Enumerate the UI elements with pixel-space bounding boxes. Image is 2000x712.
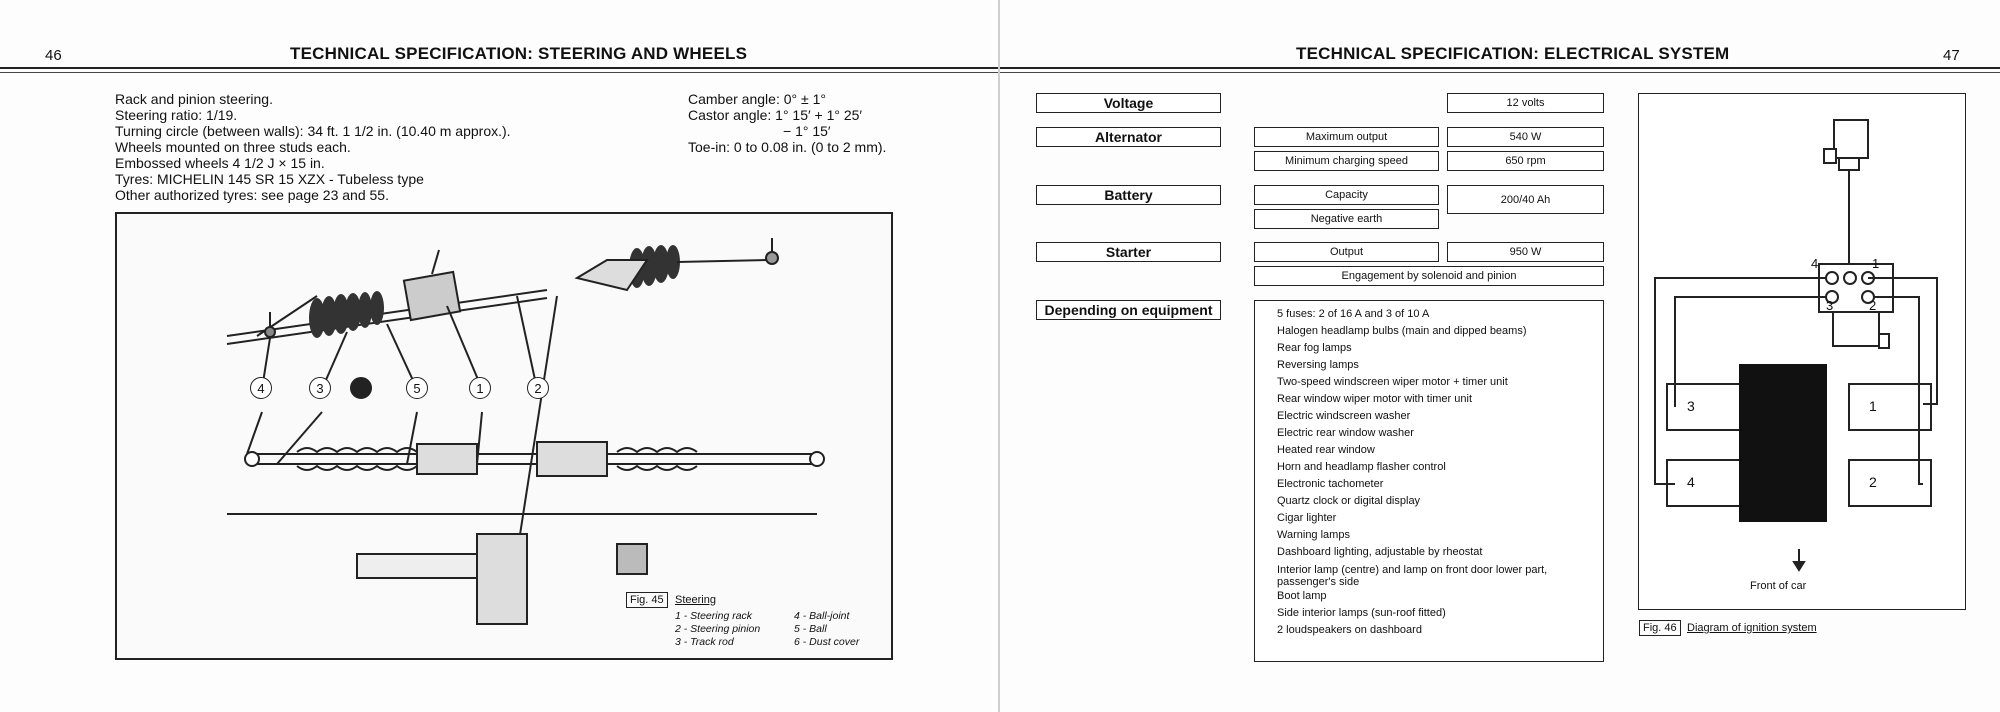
page-number-left: 46 — [45, 47, 62, 64]
battery-label: Battery — [1036, 185, 1221, 205]
list-item: Two-speed windscreen wiper motor + timer unit — [1277, 376, 1508, 388]
header-rule-right-thin — [1000, 72, 2000, 73]
castor-tolerance: − 1° 15′ — [783, 123, 831, 139]
page-number-right: 47 — [1943, 47, 1960, 64]
distributor-label-4: 4 — [1811, 256, 1819, 271]
figure-number-right: Fig. 46 — [1639, 620, 1681, 636]
figure-title-right: Diagram of ignition system — [1687, 622, 1817, 634]
starter-output-label: Output — [1254, 242, 1439, 262]
equipment-list — [1277, 306, 1547, 639]
figure-legend-right — [794, 610, 859, 649]
header-rule-right — [1000, 67, 2000, 69]
list-item: Heated rear window — [1277, 444, 1375, 456]
list-item: Cigar lighter — [1277, 512, 1337, 524]
ignition-diagram — [1638, 93, 1966, 610]
steering-illustration — [117, 214, 891, 658]
callout-3: 3 — [309, 377, 331, 399]
min-charging-speed-label: Minimum charging speed — [1254, 151, 1439, 171]
list-item: Electric rear window washer — [1277, 427, 1414, 439]
header-rule-left — [0, 67, 998, 69]
list-item: Boot lamp — [1277, 590, 1327, 602]
callout-4: 4 — [250, 377, 272, 399]
spec-line: Tyres: MICHELIN 145 SR 15 XZX - Tubeless type — [115, 171, 424, 187]
legend-item: 5 - Ball — [794, 623, 827, 635]
list-item: 2 loudspeakers on dashboard — [1277, 624, 1422, 636]
negative-earth: Negative earth — [1254, 209, 1439, 229]
legend-item: 1 - Steering rack — [675, 610, 753, 622]
spec-line: Embossed wheels 4 1/2 J × 15 in. — [115, 155, 325, 171]
legend-item: 2 - Steering pinion — [675, 623, 761, 635]
distributor-label-3: 3 — [1826, 298, 1834, 313]
spec-line: Other authorized tyres: see page 23 and 55. — [115, 187, 389, 203]
capacity-value: 200/40 Ah — [1447, 185, 1604, 214]
castor-angle: Castor angle: 1° 15′ + 1° 25′ — [688, 107, 863, 123]
list-item: Electronic tachometer — [1277, 478, 1384, 490]
list-item: Rear fog lamps — [1277, 342, 1352, 354]
voltage-value: 12 volts — [1447, 93, 1604, 113]
spec-line: Steering ratio: 1/19. — [115, 107, 238, 123]
callout-2: 2 — [527, 377, 549, 399]
voltage-label: Voltage — [1036, 93, 1221, 113]
page-title-left: TECHNICAL SPECIFICATION: STEERING AND WHEELS — [290, 44, 748, 63]
figure-number: Fig. 45 — [626, 592, 668, 608]
legend-item: 4 - Ball-joint — [794, 610, 850, 622]
engagement-note: Engagement by solenoid and pinion — [1254, 266, 1604, 286]
steering-specs — [115, 91, 511, 203]
list-item: Electric windscreen washer — [1277, 410, 1411, 422]
list-item: 5 fuses: 2 of 16 A and 3 of 10 A — [1277, 308, 1430, 320]
starter-label: Starter — [1036, 242, 1221, 262]
page-title-right: TECHNICAL SPECIFICATION: ELECTRICAL SYSTEM — [1296, 44, 1730, 63]
steering-figure — [115, 212, 893, 660]
list-item: Warning lamps — [1277, 529, 1350, 541]
max-output-value: 540 W — [1447, 127, 1604, 147]
distributor-label-1: 1 — [1872, 256, 1880, 271]
legend-item: 6 - Dust cover — [794, 636, 860, 648]
front-of-car-label: Front of car — [1750, 580, 1807, 592]
engine-block — [1739, 364, 1827, 522]
list-item: Reversing lamps — [1277, 359, 1359, 371]
spec-line: Turning circle (between walls): 34 ft. 1 1/2 in. (10.40 m approx.). — [115, 123, 511, 139]
spec-line: Rack and pinion steering. — [115, 91, 273, 107]
capacity-label: Capacity — [1254, 185, 1439, 205]
distributor-label-2: 2 — [1869, 298, 1877, 313]
alternator-label: Alternator — [1036, 127, 1221, 147]
equipment-list-box — [1254, 300, 1604, 662]
figure-legend-left — [675, 610, 760, 649]
spec-line: Wheels mounted on three studs each. — [115, 139, 351, 155]
header-rule-left-thin — [0, 72, 998, 73]
cylinder-label-3: 3 — [1687, 398, 1695, 414]
callout-1: 1 — [469, 377, 491, 399]
toe-in: Toe-in: 0 to 0.08 in. (0 to 2 mm). — [688, 139, 887, 155]
cylinder-label-1: 1 — [1869, 398, 1877, 414]
list-item: Interior lamp (centre) and lamp on front door lower part, — [1277, 564, 1548, 576]
ignition-wiring — [1639, 94, 1964, 608]
list-item: Quartz clock or digital display — [1277, 495, 1421, 507]
callout-5: 5 — [406, 377, 428, 399]
max-output-label: Maximum output — [1254, 127, 1439, 147]
starter-output-value: 950 W — [1447, 242, 1604, 262]
cylinder-label-2: 2 — [1869, 474, 1877, 490]
figure-title: Steering — [675, 594, 716, 606]
list-item: Rear window wiper motor with timer unit — [1277, 393, 1473, 405]
list-item: Dashboard lighting, adjustable by rheostat — [1277, 546, 1483, 558]
cylinder-label-4: 4 — [1687, 474, 1695, 490]
wheel-alignment-specs — [688, 91, 886, 155]
camber-angle: Camber angle: 0° ± 1° — [688, 91, 826, 107]
list-item: Halogen headlamp bulbs (main and dipped beams) — [1277, 325, 1527, 337]
equipment-label: Depending on equipment — [1036, 300, 1221, 320]
list-item: Horn and headlamp flasher control — [1277, 461, 1446, 473]
legend-item: 3 - Track rod — [675, 636, 734, 648]
callout-6: 6 — [350, 377, 372, 399]
list-item: Side interior lamps (sun-roof fitted) — [1277, 607, 1446, 619]
min-charging-speed-value: 650 rpm — [1447, 151, 1604, 171]
list-item: passenger's side — [1277, 576, 1360, 588]
